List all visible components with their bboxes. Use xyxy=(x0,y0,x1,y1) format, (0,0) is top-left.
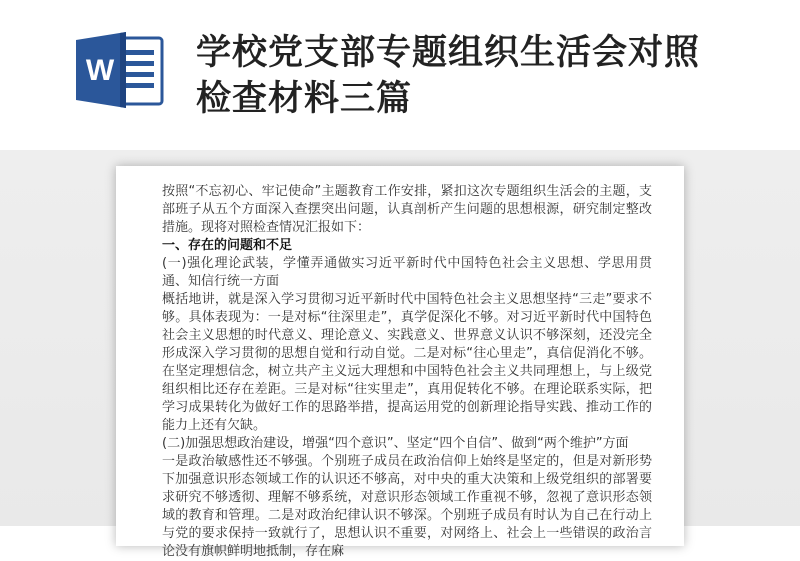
header xyxy=(0,0,800,150)
section-heading: 一、存在的问题和不足 xyxy=(162,238,293,253)
intro-paragraph: 按照“不忘初心、牢记使命”主题教育工作安排，紧扣这次专题组织生活会的主题，支部班子从五个方面深入查摆突出问题，认真剖析产生问题的思想根源，研究制定整改措施。现将对照检查情况汇报如下： xyxy=(162,184,652,235)
subsection-heading: (二)加强思想政治建设，增强“四个意识”、坚定“四个自信”、做到“两个维护”方面 xyxy=(162,436,629,451)
page-title xyxy=(196,30,786,122)
title-line-2: 检查材料三篇 xyxy=(196,79,413,119)
body-paragraph: 概括地讲，就是深入学习贯彻习近平新时代中国特色社会主义思想坚持“三走”要求不够。具体表现为：一是对标“往深里走”，真学促深化不够。对习近平新时代中国特色社会主义思想的时代意义、理论意义、实践意义、世界意义认识不够深刻，还没完全形成深入学习贯彻的思想自觉和行动自觉。二是对标“往心里走”，真信促消化不够。在坚定理想信念，树立共产主义远大理想和中国特色社会主义共同理想上，与上级党组织相比还存在差距。三是对标“往实里走”，真用促转化不够。在理论联系实际，把学习成果转化为做好工作的思路举措，提高运用党的创新理论指导实践、推动工作的能力上还有欠缺。 xyxy=(162,292,652,433)
word-document-icon xyxy=(74,30,166,110)
body-paragraph: 一是政治敏感性还不够强。个别班子成员在政治信仰上始终是坚定的，但是对新形势下加强意识形态领域工作的认识还不够高，对中央的重大决策和上级党组织的部署要求研究不够透彻、理解不够系统，对意识形态领域工作重视不够，忽视了意识形态领域的教育和管理。二是对政治纪律认识不够深。个别班子成员有时认为自己在行动上与党的要求保持一致就行了，思想认识不重要，对网络上、社会上一些错误的政治言论没有旗帜鲜明地抵制，存在麻 xyxy=(162,454,652,559)
title-line-1: 学校党支部专题组织生活会对照 xyxy=(196,33,701,73)
word-icon-letter: W xyxy=(85,54,115,87)
document-body xyxy=(162,183,652,561)
subsection-heading: (一)强化理论武装，学懂弄通做实习近平新时代中国特色社会主义思想、学思用贯通、知信行统一方面 xyxy=(162,256,652,289)
